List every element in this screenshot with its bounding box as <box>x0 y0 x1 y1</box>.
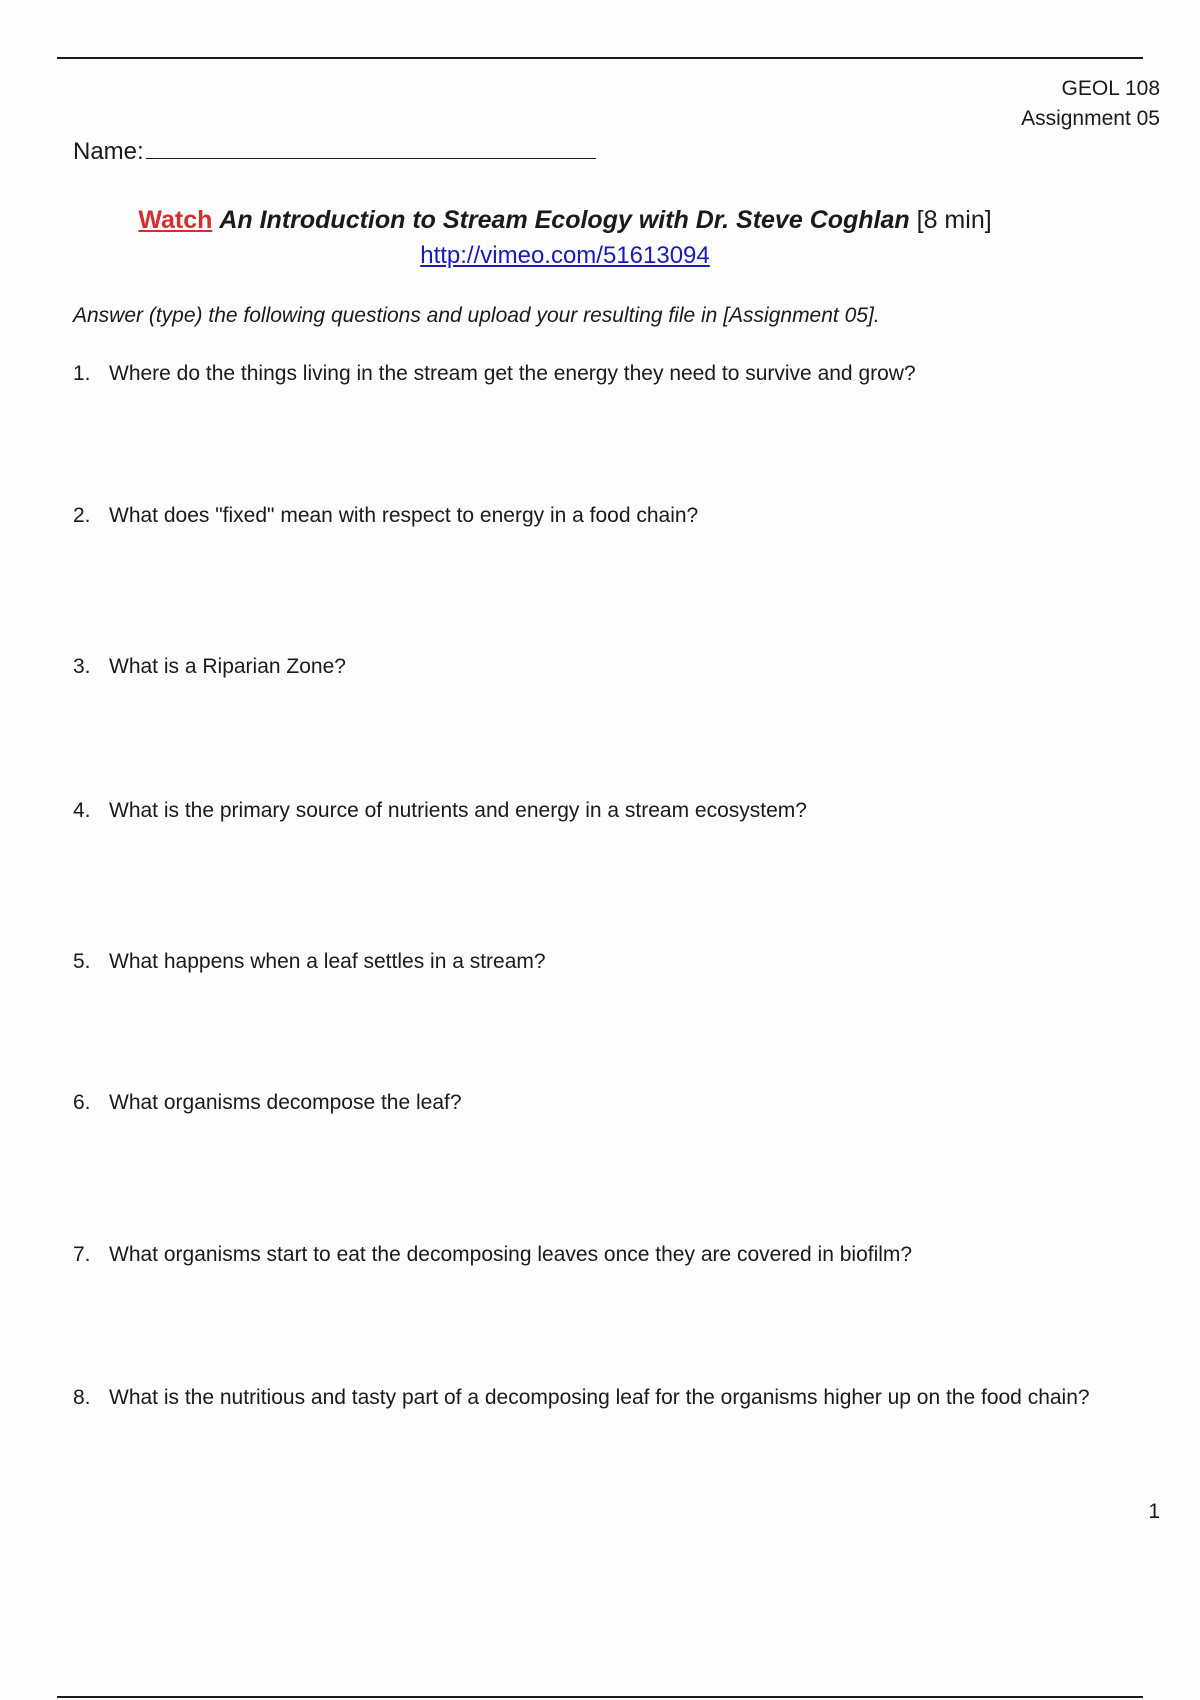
question-number: 1. <box>73 362 91 385</box>
question-item <box>73 948 546 976</box>
question-item <box>73 797 807 825</box>
instructions: Answer (type) the following questions and upload your resulting file in [Assignment 05]. <box>73 304 880 327</box>
name-label: Name: <box>73 138 144 165</box>
question-text: What organisms start to eat the decomposing leaves once they are covered in biofilm? <box>109 1243 913 1266</box>
video-link[interactable]: http://vimeo.com/51613094 <box>420 242 710 269</box>
question-number: 2. <box>73 504 91 527</box>
course-header <box>1021 74 1160 134</box>
watch-word: Watch <box>138 206 213 234</box>
question-item <box>73 502 698 530</box>
question-text: What does "fixed" mean with respect to energy in a food chain? <box>109 504 699 527</box>
watch-block <box>0 202 1130 274</box>
bottom-rule <box>57 1696 1143 1698</box>
question-text: Where do the things living in the stream get the energy they need to survive and grow? <box>109 362 916 385</box>
question-item <box>73 1384 1090 1412</box>
name-blank-line[interactable] <box>146 134 596 159</box>
page-number: 1 <box>1148 1500 1160 1523</box>
question-number: 8. <box>73 1386 91 1409</box>
watch-line <box>0 202 1130 238</box>
question-number: 4. <box>73 799 91 822</box>
question-number: 6. <box>73 1091 91 1114</box>
question-number: 7. <box>73 1243 91 1266</box>
question-number: 3. <box>73 655 91 678</box>
video-title: An Introduction to Stream Ecology with Dr. Steve Coghlan <box>219 206 910 234</box>
video-duration: [8 min] <box>916 206 992 234</box>
top-rule <box>57 57 1143 59</box>
question-number: 5. <box>73 950 91 973</box>
question-item <box>73 653 346 681</box>
question-text: What organisms decompose the leaf? <box>109 1091 462 1114</box>
name-field-row <box>73 134 596 167</box>
assignment-label: Assignment 05 <box>1021 107 1160 130</box>
course-code: GEOL 108 <box>1061 77 1160 100</box>
question-text: What is a Riparian Zone? <box>109 655 346 678</box>
question-item <box>73 1241 912 1269</box>
question-item <box>73 360 916 388</box>
question-item <box>73 1089 462 1117</box>
question-text: What is the primary source of nutrients and energy in a stream ecosystem? <box>109 799 807 822</box>
question-text: What is the nutritious and tasty part of a decomposing leaf for the organisms higher up on the food chain? <box>109 1386 1090 1409</box>
question-text: What happens when a leaf settles in a stream? <box>109 950 546 973</box>
